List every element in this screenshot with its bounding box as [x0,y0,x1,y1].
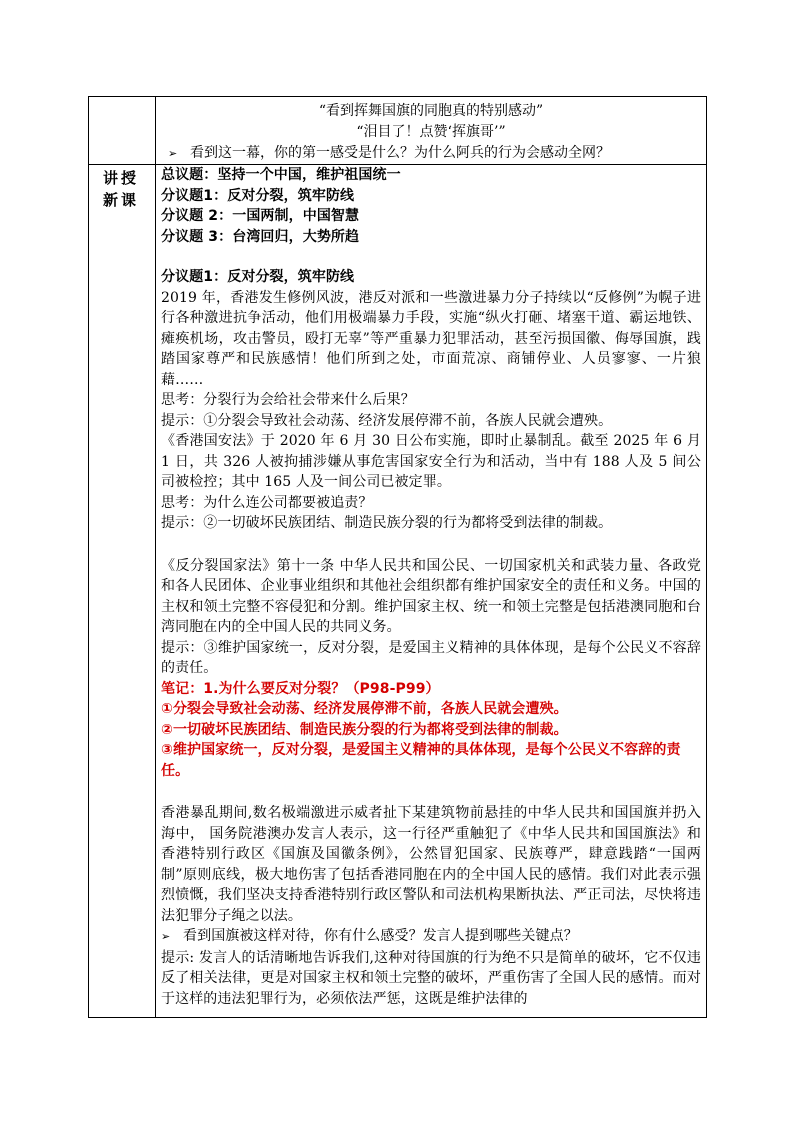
sub-topic-1: 分议题1：反对分裂，筑牢防线 [161,187,355,204]
intro-title-1: “看到挥舞国旗的同胞真的特别感动” [318,103,544,119]
case-paragraph-3: 香港暴乱期间,数名极端激进示威者扯下某建筑物前悬挂的中华人民共和国国旗并扔入海中， 国务院港澳办发言人表示，这一行径严重触犯了《中华人民共和国国旗法》和香港特别行政区《国旗及国徽条例》，公然冒犯国家、民族尊严，肆意践踏“一国两制”原则底线，极大地伤害了包括香港同胞在内的全中国人民的感情。我们对此表示强烈愤慨，我们坚决支持香港特别行政区警队和司法机构果断执法、严正司法，尽快将违法犯罪分子绳之以法。 [161,805,701,924]
hint-4: 提示: 发言人的话清晰地告诉我们,这种对待国旗的行为绝不只是简单的破坏，它不仅违反了相关法律，更是对国家主权和领土完整的破坏，严重伤害了全国人民的感情。而对于这样的违法犯罪行为，必须依法严惩，这既是维护法律的 [161,949,701,1007]
note-point-3: ③维护国家统一，反对分裂，是爱国主义精神的具体体现，是每个公民义不容辞的责任。 [161,742,681,779]
sub-topic-1-heading: 分议题1：反对分裂，筑牢防线 [161,269,355,285]
sub-topic-2: 分议题 2：一国两制，中国智慧 [161,208,360,224]
intro-cell [156,97,706,164]
column-divider [155,97,156,1017]
note-point-2: ②一切破坏民族团结、制造民族分裂的行为都将受到法律的制裁。 [161,721,568,738]
note-title: 笔记：1.为什么要反对分裂？（P98-P99） [161,680,440,697]
section-label: 讲授新课 [103,169,140,209]
note-point-1: ①分裂会导致社会动荡、经济发展停滞不前，各族人民就会遭殃。 [161,701,568,717]
arrow-bullet-icon: ➢ [168,147,178,160]
lesson-table [88,96,707,1018]
hint-3: 提示：③维护国家统一，反对分裂，是爱国主义精神的具体体现，是每个公民义不容辞的责任。 [161,639,701,676]
law-paragraph: 《反分裂国家法》第十一条 中华人民共和国公民、一切国家机关和武装力量、各政党和各人民团体、企业事业组织和其他社会组织都有维护国家安全的责任和义务。中国的主权和领土完整不容侵犯和分割。维护国家主权、统一和领土完整是包括港澳同胞和台湾同胞在内的全中国人民的共同义务。 [161,557,701,635]
hint-2: 提示：②一切破坏民族团结、制造民族分裂的行为都将受到法律的制裁。 [161,515,613,531]
intro-question [168,143,610,164]
think-question-2: 思考：为什么连公司都要被追责？ [161,494,373,511]
think-question-1: 思考：分裂行为会给社会带来什么后果？ [161,392,415,408]
hint-1: 提示：①分裂会导致社会动荡、经济发展停滞不前，各族人民就会遭殃。 [161,412,613,429]
sub-topic-3: 分议题 3：台湾回归，大势所趋 [161,228,360,245]
case-paragraph-1: 2019 年，香港发生修例风波，港反对派和一些激进暴力分子持续以“反修例”为幌子进行各种激进抗争活动，他们用极端暴力手段，实施“纵火打砸、堵塞干道、霸运地铁、瘫痪机场，攻击警员，殴打无辜”等严重暴力犯罪活动，甚至污损国徽、侮辱国旗，践踏国家尊严和民族感情！他们所到之处，市面荒凉、商铺停业、人员寥寥、一片狼藉…… [161,289,701,388]
main-topic: 总议题：坚持一个中国，维护祖国统一 [161,167,401,183]
question-2 [161,926,701,948]
intro-title-2: “泪目了！点赞‘挥旗哥’” [356,124,506,140]
intro-question-text: 看到这一幕，你的第一感受是什么？为什么阿兵的行为会感动全网？ [190,145,610,161]
lesson-content [161,165,701,1009]
case-paragraph-2: 《香港国安法》于 2020 年 6 月 30 日公布实施，即时止暴制乱。截至 2025 年 6 月 1 日，共 326 人被拘捕涉嫌从事危害国家安全行为和活动，当中有 188 人及 5 间公司被检控；其中 165 人及一间公司已被定罪。 [161,433,701,490]
question-2-text: 看到国旗被这样对待，你有什么感受？发言人提到哪些关键点？ [183,928,578,944]
arrow-bullet-icon: ➢ [161,930,171,943]
